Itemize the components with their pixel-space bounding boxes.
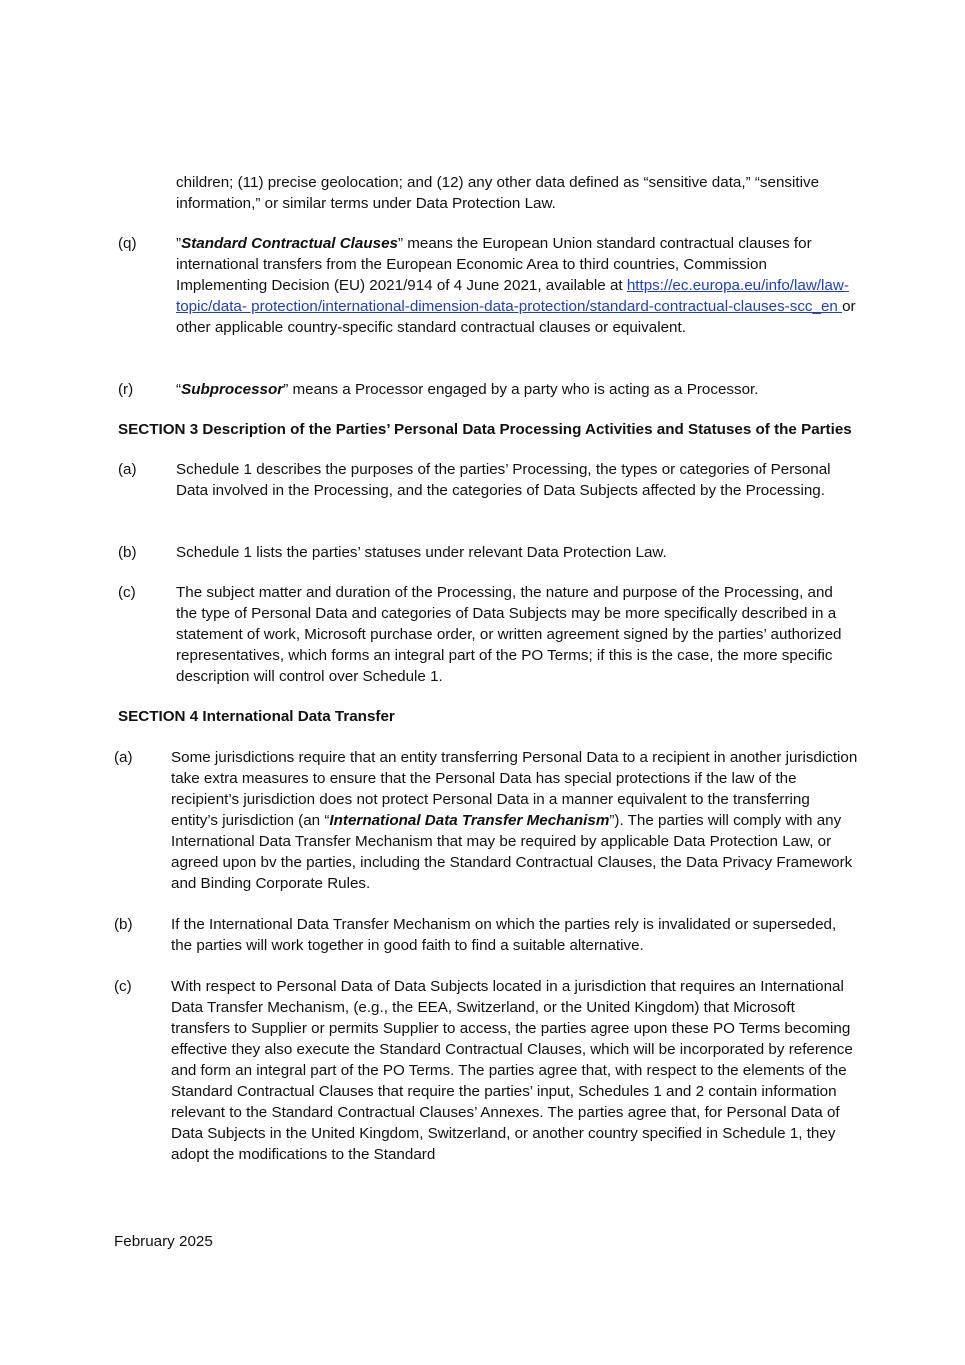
clause-label: (q) <box>118 235 137 252</box>
section-4-heading: SECTION 4 International Data Transfer <box>118 708 395 725</box>
definition-body: means a Processor engaged by a party who is acting as a Processor. <box>288 381 759 398</box>
section-3-item-a <box>118 459 858 501</box>
section-3-item-b <box>118 542 858 563</box>
section-3-item-c <box>118 582 858 687</box>
clause-text: The subject matter and duration of the Processing, the nature and purpose of the Processing, and the type of Personal Data and categories of Data Subjects may be more specifically described in a statement of work, Microsoft purchase order, or written agreement signed by the parties’ authorized representatives, which forms an integral part of the PO Terms; if this is the case, the more specific description will control over Schedule 1. <box>176 584 842 685</box>
close-quote: ” <box>283 381 289 398</box>
clause-text: If the International Data Transfer Mechanism on which the parties rely is invalidated or superseded, the parties will work together in good faith to find a suitable alternative. <box>171 916 837 954</box>
footer-date: February 2025 <box>114 1233 213 1250</box>
section-4-item-c <box>114 976 858 1165</box>
clause-label: (c) <box>118 584 136 601</box>
defined-term: International Data Transfer Mechanism <box>329 812 610 829</box>
defined-term: Subprocessor <box>181 381 284 398</box>
clause-label: (c) <box>114 978 132 995</box>
scc-link[interactable]: https://ec.europa.eu/info/law/law-topic/data- protection/international-dimension-data-protection/standard-contractual-clauses-scc_en <box>176 277 849 315</box>
clause-label: (a) <box>114 749 133 766</box>
open-quote: ” <box>176 235 182 252</box>
section-4-item-a <box>114 747 858 894</box>
clause-text: Some jurisdictions require that an entity transferring Personal Data to a recipient in another jurisdiction take extra measures to ensure that the Personal Data has special protections if the law of the recipient’s jurisdiction does not protect Personal Data in a manner equivalent to the transferring entity’s jurisdiction (an “International Data Transfer Mechanism”). The parties will comply with any International Data Transfer Mechanism that may be required by applicable Data Protection Law, or agreed upon bv the parties, including the Standard Contractual Clauses, the Data Privacy Framework and Binding Corporate Rules. <box>171 749 858 892</box>
section-4-item-b <box>114 914 858 956</box>
continuation-text: children; (11) precise geolocation; and (12) any other data defined as “sensitive data,” “sensitive information,” or similar terms under Data Protection Law. <box>176 174 820 212</box>
definition-body: means the European Union standard contractual clauses for international transfers from the European Economic Area to third countries, Commission Implementing Decision (EU) 2021/914 of 4 June 2021, available at <box>176 235 812 294</box>
definition-q-text <box>176 233 858 338</box>
definition-body-tail: or other applicable country-specific standard contractual clauses or equivalent. <box>176 298 856 336</box>
definition-q <box>118 233 858 338</box>
clause-label: (b) <box>118 544 137 561</box>
section-3-heading: SECTION 3 Description of the Parties’ Personal Data Processing Activities and Statuses of the Parties <box>118 421 852 438</box>
definition-r <box>118 379 858 400</box>
continuation-paragraph <box>176 172 856 214</box>
clause-text: Schedule 1 lists the parties’ statuses under relevant Data Protection Law. <box>176 544 667 561</box>
clause-label: (r) <box>118 381 134 398</box>
clause-text: With respect to Personal Data of Data Subjects located in a jurisdiction that requires an International Data Transfer Mechanism, (e.g., the EEA, Switzerland, or the United Kingdom) that Microsoft transfers to Supplier or permits Supplier to access, the parties agree upon these PO Terms becoming effective they also execute the Standard Contractual Clauses, which will be incorporated by reference and form an integral part of the PO Terms. The parties agree that, with respect to the elements of the Standard Contractual Clauses that require the parties’ input, Schedules 1 and 2 contain information relevant to the Standard Contractual Clauses’ Annexes. The parties agree that, for Personal Data of Data Subjects in the United Kingdom, Switzerland, or another country specified in Schedule 1, they adopt the modifications to the Standard <box>171 978 853 1163</box>
open-quote: “ <box>176 381 182 398</box>
clause-label: (a) <box>118 461 137 478</box>
close-quote: ” <box>397 235 404 252</box>
defined-term: Standard Contractual Clauses <box>181 235 398 252</box>
clause-label: (b) <box>114 916 133 933</box>
clause-text: Schedule 1 describes the purposes of the parties’ Processing, the types or categories of Personal Data involved in the Processing, and the categories of Data Subjects affected by the Processing. <box>176 461 831 499</box>
definition-r-text <box>176 379 858 400</box>
